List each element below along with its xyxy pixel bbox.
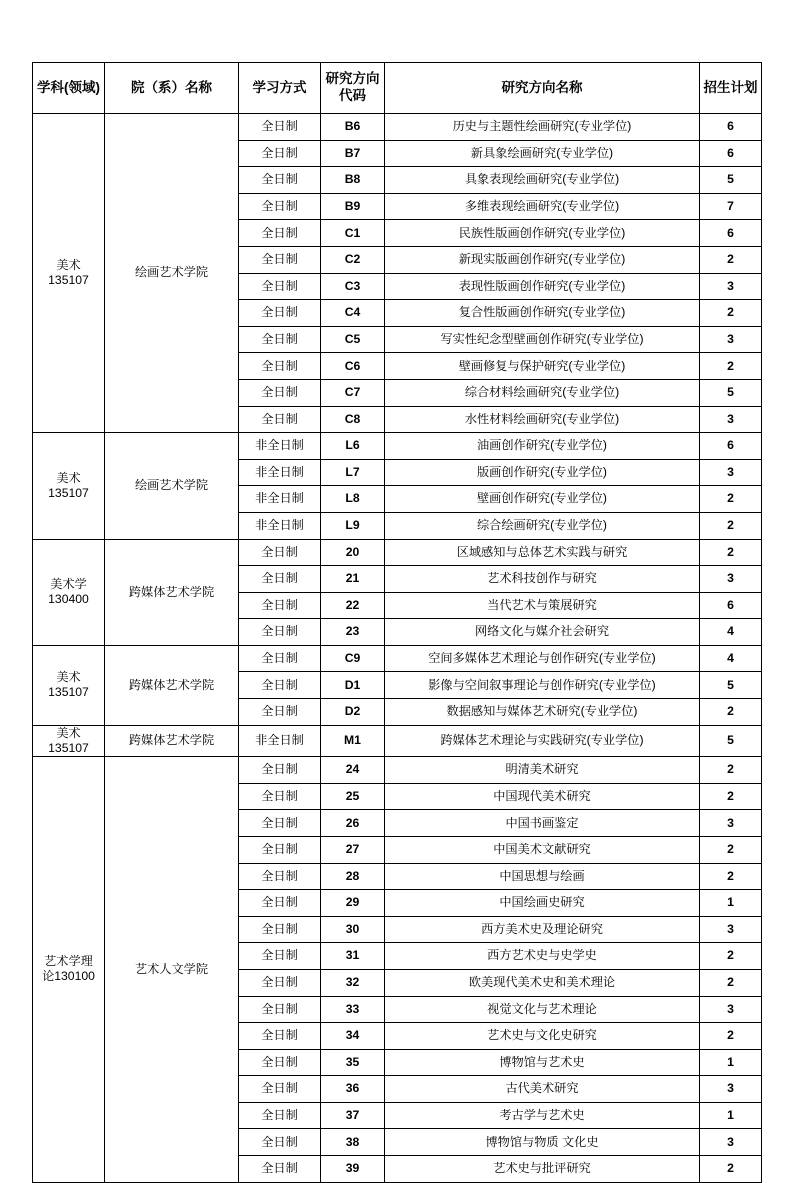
- study-mode-cell: 全日制: [239, 273, 321, 300]
- direction-name-cell: 中国绘画史研究: [385, 890, 700, 917]
- direction-name-cell: 民族性版画创作研究(专业学位): [385, 220, 700, 247]
- study-mode-cell: 非全日制: [239, 486, 321, 513]
- discipline-code: 135107: [48, 273, 89, 288]
- direction-name-cell: 艺术科技创作与研究: [385, 566, 700, 593]
- study-mode-cell: 全日制: [239, 539, 321, 566]
- enrollment-plan-cell: 3: [700, 273, 762, 300]
- enrollment-plan-cell: 1: [700, 1102, 762, 1129]
- study-mode-cell: 全日制: [239, 1049, 321, 1076]
- enrollment-plan-cell: 2: [700, 757, 762, 784]
- study-mode-cell: 全日制: [239, 300, 321, 327]
- direction-code-cell: 34: [321, 1023, 385, 1050]
- enrollment-plan-cell: 4: [700, 645, 762, 672]
- direction-code-cell: C1: [321, 220, 385, 247]
- study-mode-cell: 全日制: [239, 969, 321, 996]
- study-mode-cell: 全日制: [239, 379, 321, 406]
- direction-code-cell: L8: [321, 486, 385, 513]
- direction-name-cell: 欧美现代美术史和美术理论: [385, 969, 700, 996]
- column-header-direction-name: 研究方向名称: [385, 63, 700, 114]
- direction-code-cell: C9: [321, 645, 385, 672]
- discipline-name: 美术: [56, 470, 81, 485]
- direction-code-cell: C3: [321, 273, 385, 300]
- enrollment-plan-cell: 2: [700, 969, 762, 996]
- discipline-code: 论130100: [42, 969, 95, 984]
- study-mode-cell: 全日制: [239, 1156, 321, 1183]
- study-mode-cell: 全日制: [239, 699, 321, 726]
- enrollment-plan-cell: 4: [700, 619, 762, 646]
- discipline-name: 美术: [56, 725, 81, 740]
- study-mode-cell: 非全日制: [239, 512, 321, 539]
- discipline-cell: [33, 645, 105, 725]
- direction-name-cell: 网络文化与媒介社会研究: [385, 619, 700, 646]
- direction-name-cell: 中国书画鉴定: [385, 810, 700, 837]
- enrollment-plan-cell: 2: [700, 783, 762, 810]
- direction-code-cell: 26: [321, 810, 385, 837]
- study-mode-cell: 全日制: [239, 757, 321, 784]
- table-row: [33, 114, 762, 141]
- enrollment-plan-cell: 2: [700, 1023, 762, 1050]
- direction-name-cell: 艺术史与文化史研究: [385, 1023, 700, 1050]
- enrollment-plan-cell: 6: [700, 140, 762, 167]
- direction-code-cell: D2: [321, 699, 385, 726]
- enrollment-plan-cell: 2: [700, 863, 762, 890]
- direction-name-cell: 跨媒体艺术理论与实践研究(专业学位): [385, 725, 700, 757]
- direction-name-cell: 考古学与艺术史: [385, 1102, 700, 1129]
- direction-name-cell: 历史与主题性绘画研究(专业学位): [385, 114, 700, 141]
- study-mode-cell: 非全日制: [239, 725, 321, 757]
- direction-code-cell: B9: [321, 193, 385, 220]
- direction-name-cell: 影像与空间叙事理论与创作研究(专业学位): [385, 672, 700, 699]
- column-header-enrollment-plan: 招生计划: [700, 63, 762, 114]
- direction-code-cell: B7: [321, 140, 385, 167]
- direction-code-cell: 28: [321, 863, 385, 890]
- direction-code-cell: L7: [321, 459, 385, 486]
- direction-name-cell: 表现性版画创作研究(专业学位): [385, 273, 700, 300]
- direction-code-cell: 37: [321, 1102, 385, 1129]
- direction-code-cell: L6: [321, 433, 385, 460]
- enrollment-plan-cell: 3: [700, 566, 762, 593]
- discipline-code: 135107: [48, 685, 89, 700]
- study-mode-cell: 全日制: [239, 672, 321, 699]
- direction-code-cell: C8: [321, 406, 385, 433]
- discipline-cell: [33, 114, 105, 433]
- direction-code-cell: B6: [321, 114, 385, 141]
- direction-name-cell: 西方美术史及理论研究: [385, 916, 700, 943]
- direction-name-cell: 水性材料绘画研究(专业学位): [385, 406, 700, 433]
- enrollment-plan-cell: 3: [700, 326, 762, 353]
- study-mode-cell: 全日制: [239, 810, 321, 837]
- direction-name-cell: 视觉文化与艺术理论: [385, 996, 700, 1023]
- direction-code-cell: 21: [321, 566, 385, 593]
- college-cell: 绘画艺术学院: [105, 433, 239, 539]
- direction-code-cell: 32: [321, 969, 385, 996]
- enrollment-plan-cell: 2: [700, 836, 762, 863]
- study-mode-cell: 全日制: [239, 645, 321, 672]
- enrollment-plan-cell: 3: [700, 459, 762, 486]
- study-mode-cell: 全日制: [239, 246, 321, 273]
- direction-name-cell: 西方艺术史与史学史: [385, 943, 700, 970]
- enrollment-plan-cell: 6: [700, 114, 762, 141]
- enrollment-plan-cell: 5: [700, 725, 762, 757]
- direction-name-cell: 当代艺术与策展研究: [385, 592, 700, 619]
- direction-code-cell: B8: [321, 167, 385, 194]
- enrollment-plan-cell: 3: [700, 1076, 762, 1103]
- table-row: [33, 433, 762, 460]
- college-cell: 跨媒体艺术学院: [105, 539, 239, 645]
- direction-name-cell: 新具象绘画研究(专业学位): [385, 140, 700, 167]
- study-mode-cell: 全日制: [239, 1076, 321, 1103]
- enrollment-plan-cell: 2: [700, 353, 762, 380]
- study-mode-cell: 全日制: [239, 1023, 321, 1050]
- direction-name-cell: 写实性纪念型壁画创作研究(专业学位): [385, 326, 700, 353]
- enrollment-plan-cell: 3: [700, 916, 762, 943]
- study-mode-cell: 全日制: [239, 566, 321, 593]
- direction-name-cell: 壁画创作研究(专业学位): [385, 486, 700, 513]
- enrollment-plan-cell: 6: [700, 592, 762, 619]
- enrollment-plan-cell: 2: [700, 300, 762, 327]
- study-mode-cell: 全日制: [239, 114, 321, 141]
- enrollment-plan-cell: 2: [700, 246, 762, 273]
- direction-code-cell: 35: [321, 1049, 385, 1076]
- direction-name-cell: 古代美术研究: [385, 1076, 700, 1103]
- study-mode-cell: 全日制: [239, 890, 321, 917]
- direction-name-cell: 艺术史与批评研究: [385, 1156, 700, 1183]
- direction-code-cell: 20: [321, 539, 385, 566]
- table-row: [33, 757, 762, 784]
- direction-code-cell: C2: [321, 246, 385, 273]
- table-header-row: [33, 63, 762, 114]
- study-mode-cell: 全日制: [239, 406, 321, 433]
- direction-name-cell: 综合材料绘画研究(专业学位): [385, 379, 700, 406]
- enrollment-plan-cell: 2: [700, 539, 762, 566]
- enrollment-plan-cell: 1: [700, 1049, 762, 1076]
- direction-name-cell: 版画创作研究(专业学位): [385, 459, 700, 486]
- study-mode-cell: 全日制: [239, 592, 321, 619]
- college-cell: 跨媒体艺术学院: [105, 725, 239, 757]
- study-mode-cell: 全日制: [239, 1102, 321, 1129]
- college-cell: 艺术人文学院: [105, 757, 239, 1183]
- direction-code-cell: 31: [321, 943, 385, 970]
- study-mode-cell: 全日制: [239, 783, 321, 810]
- direction-name-cell: 明清美术研究: [385, 757, 700, 784]
- direction-code-cell: C5: [321, 326, 385, 353]
- direction-name-cell: 综合绘画研究(专业学位): [385, 512, 700, 539]
- study-mode-cell: 全日制: [239, 193, 321, 220]
- direction-name-cell: 多维表现绘画研究(专业学位): [385, 193, 700, 220]
- enrollment-plan-cell: 5: [700, 167, 762, 194]
- direction-code-cell: 22: [321, 592, 385, 619]
- college-cell: 绘画艺术学院: [105, 114, 239, 433]
- table-row: [33, 539, 762, 566]
- discipline-name: 艺术学理: [44, 954, 93, 969]
- direction-code-cell: 33: [321, 996, 385, 1023]
- enrollment-plan-cell: 3: [700, 406, 762, 433]
- column-header-discipline: 学科(领域): [33, 63, 105, 114]
- direction-code-cell: 30: [321, 916, 385, 943]
- direction-name-cell: 空间多媒体艺术理论与创作研究(专业学位): [385, 645, 700, 672]
- discipline-cell: [33, 757, 105, 1183]
- study-mode-cell: 全日制: [239, 220, 321, 247]
- direction-code-cell: 23: [321, 619, 385, 646]
- study-mode-cell: 全日制: [239, 140, 321, 167]
- study-mode-cell: 全日制: [239, 167, 321, 194]
- study-mode-cell: 全日制: [239, 326, 321, 353]
- direction-code-cell: C7: [321, 379, 385, 406]
- study-mode-cell: 全日制: [239, 996, 321, 1023]
- discipline-cell: [33, 433, 105, 539]
- direction-code-cell: 24: [321, 757, 385, 784]
- discipline-name: 美术: [56, 257, 81, 272]
- discipline-name: 美术: [56, 670, 81, 685]
- column-header-college: 院（系）名称: [105, 63, 239, 114]
- study-mode-cell: 非全日制: [239, 459, 321, 486]
- table-header: [33, 63, 762, 114]
- discipline-code: 135107: [48, 485, 89, 500]
- study-mode-cell: 全日制: [239, 619, 321, 646]
- study-mode-cell: 非全日制: [239, 433, 321, 460]
- discipline-cell: [33, 725, 105, 757]
- enrollment-plan-cell: 6: [700, 220, 762, 247]
- direction-code-cell: L9: [321, 512, 385, 539]
- direction-code-cell: C4: [321, 300, 385, 327]
- direction-name-cell: 博物馆与艺术史: [385, 1049, 700, 1076]
- direction-name-cell: 油画创作研究(专业学位): [385, 433, 700, 460]
- study-mode-cell: 全日制: [239, 836, 321, 863]
- direction-name-cell: 博物馆与物质 文化史: [385, 1129, 700, 1156]
- column-header-direction-code: 研究方向代码: [321, 63, 385, 114]
- study-mode-cell: 全日制: [239, 916, 321, 943]
- study-mode-cell: 全日制: [239, 943, 321, 970]
- table-body: [33, 114, 762, 1183]
- discipline-code: 135107: [48, 740, 89, 755]
- enrollment-plan-cell: 2: [700, 1156, 762, 1183]
- enrollment-plan-cell: 7: [700, 193, 762, 220]
- discipline-name: 美术学: [50, 576, 87, 591]
- direction-name-cell: 区域感知与总体艺术实践与研究: [385, 539, 700, 566]
- direction-code-cell: 36: [321, 1076, 385, 1103]
- enrollment-plan-cell: 2: [700, 512, 762, 539]
- direction-code-cell: 25: [321, 783, 385, 810]
- direction-name-cell: 新现实版画创作研究(专业学位): [385, 246, 700, 273]
- direction-name-cell: 复合性版画创作研究(专业学位): [385, 300, 700, 327]
- direction-name-cell: 中国思想与绘画: [385, 863, 700, 890]
- direction-code-cell: C6: [321, 353, 385, 380]
- enrollment-plan-cell: 3: [700, 996, 762, 1023]
- enrollment-plan-cell: 5: [700, 379, 762, 406]
- column-header-study-mode: 学习方式: [239, 63, 321, 114]
- college-cell: 跨媒体艺术学院: [105, 645, 239, 725]
- study-mode-cell: 全日制: [239, 353, 321, 380]
- direction-code-cell: D1: [321, 672, 385, 699]
- study-mode-cell: 全日制: [239, 863, 321, 890]
- enrollment-plan-cell: 2: [700, 486, 762, 513]
- enrollment-plan-cell: 2: [700, 943, 762, 970]
- direction-code-cell: 29: [321, 890, 385, 917]
- discipline-cell: [33, 539, 105, 645]
- direction-name-cell: 中国现代美术研究: [385, 783, 700, 810]
- study-mode-cell: 全日制: [239, 1129, 321, 1156]
- enrollment-plan-cell: 5: [700, 672, 762, 699]
- enrollment-plan-cell: 1: [700, 890, 762, 917]
- direction-name-cell: 具象表现绘画研究(专业学位): [385, 167, 700, 194]
- admissions-table: [32, 62, 762, 1183]
- direction-code-cell: 27: [321, 836, 385, 863]
- discipline-code: 130400: [48, 592, 89, 607]
- enrollment-plan-cell: 2: [700, 699, 762, 726]
- table-row: [33, 725, 762, 757]
- direction-name-cell: 中国美术文献研究: [385, 836, 700, 863]
- direction-code-cell: 38: [321, 1129, 385, 1156]
- direction-code-cell: 39: [321, 1156, 385, 1183]
- direction-name-cell: 数据感知与媒体艺术研究(专业学位): [385, 699, 700, 726]
- enrollment-plan-cell: 6: [700, 433, 762, 460]
- direction-name-cell: 壁画修复与保护研究(专业学位): [385, 353, 700, 380]
- enrollment-plan-cell: 3: [700, 1129, 762, 1156]
- table-row: [33, 645, 762, 672]
- enrollment-plan-cell: 3: [700, 810, 762, 837]
- direction-code-cell: M1: [321, 725, 385, 757]
